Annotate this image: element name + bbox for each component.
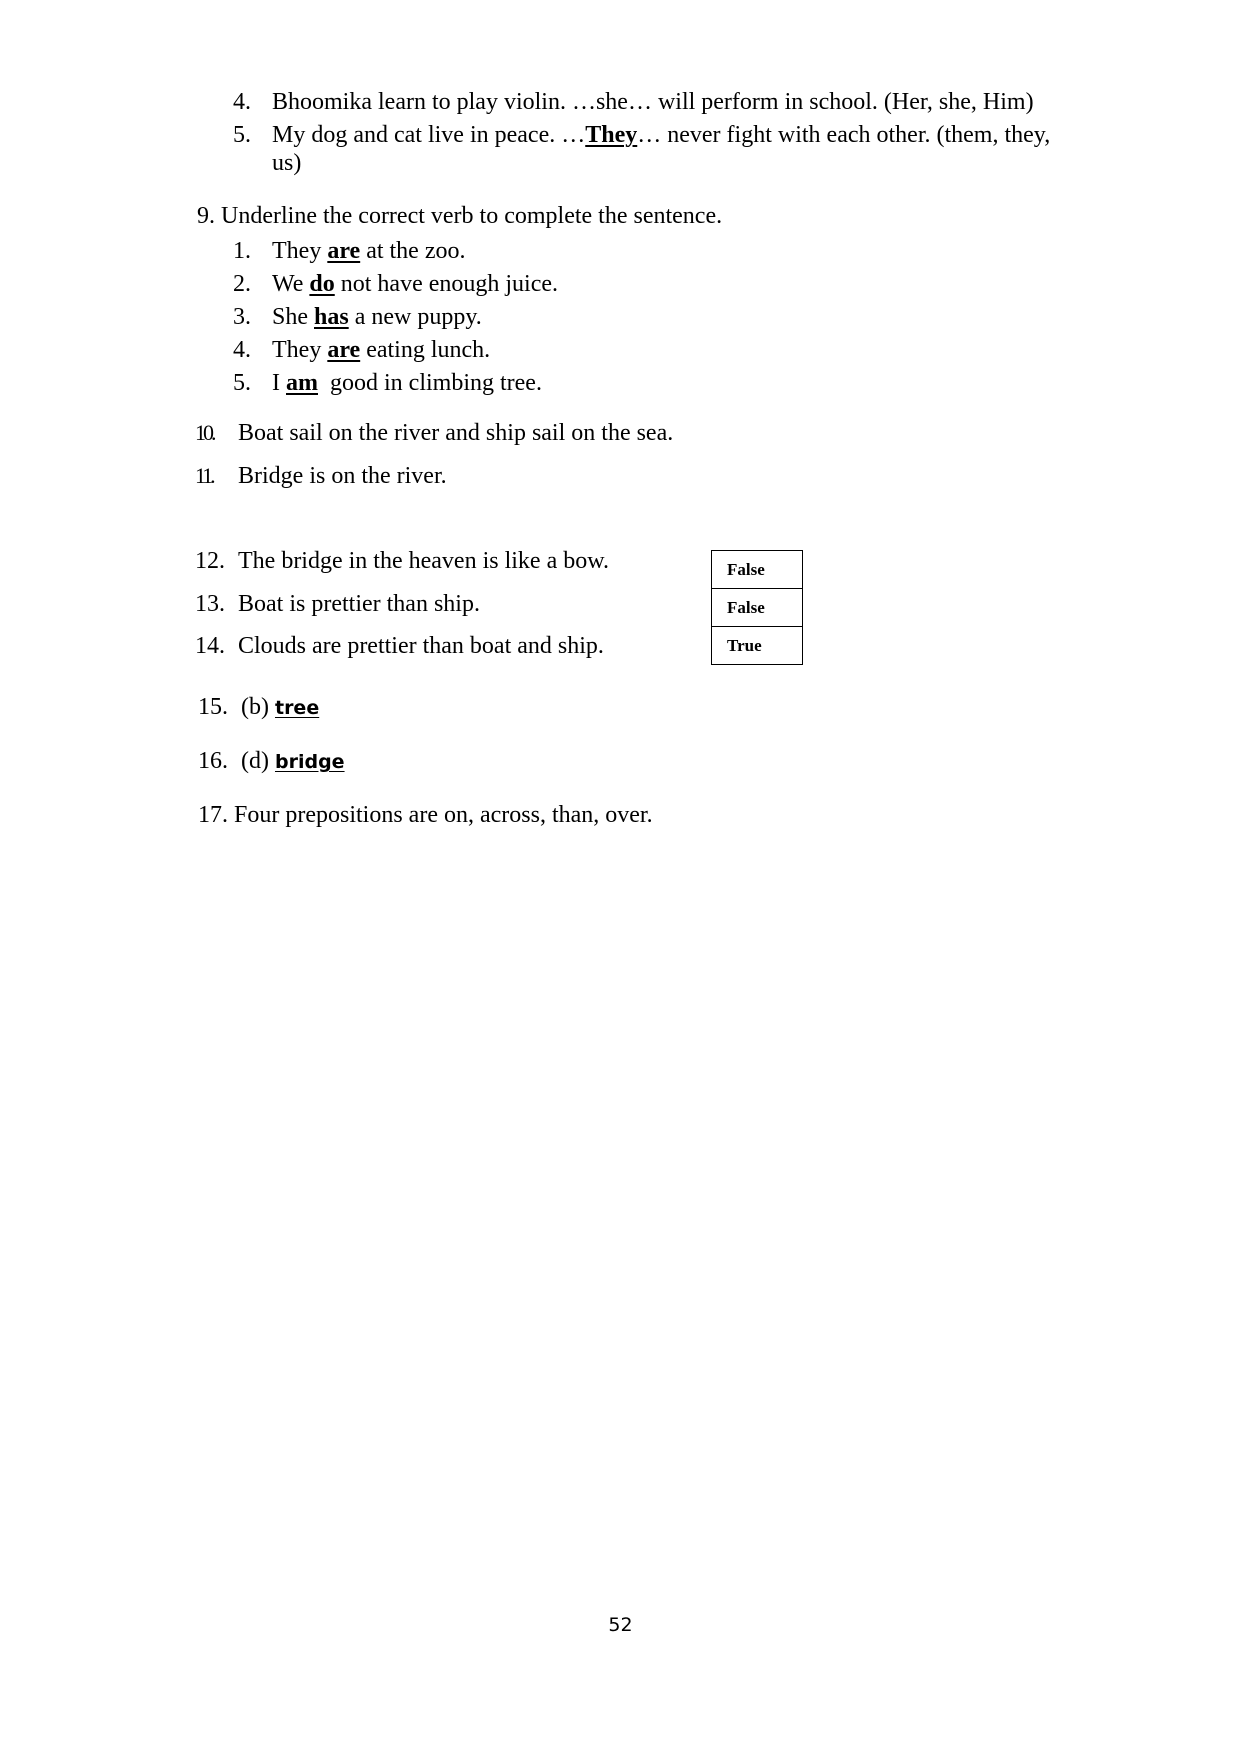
item-number: 13. (195, 591, 225, 617)
item-text (241, 747, 345, 776)
item-text-after: … never fight with each other. (them, they, (637, 122, 1051, 148)
item-text: Boat is prettier than ship. (238, 591, 480, 617)
item-number: 11. (195, 463, 213, 488)
item-number: 4. (233, 89, 251, 115)
underlined-answer: tree (274, 697, 320, 719)
underlined-answer: bridge (274, 751, 345, 773)
item-text (272, 121, 1050, 149)
item-text (272, 336, 490, 364)
verdict-cell: False (712, 551, 803, 589)
underlined-answer: do (309, 271, 335, 297)
item-text: Bridge is on the river. (238, 463, 447, 489)
item-text-before: My dog and cat live in peace. … (272, 122, 586, 148)
item-text-after: good in climbing tree. (318, 370, 542, 396)
item-text-after: not have enough juice. (334, 271, 559, 297)
item-text-before: We (272, 271, 310, 297)
item-number: 1. (233, 238, 251, 264)
option-letter: (b) (241, 694, 269, 720)
item-text (241, 693, 319, 722)
underlined-answer: They (585, 122, 638, 148)
underlined-answer: am (286, 370, 318, 396)
question-17: 17. Four prepositions are on, across, than, over. (198, 802, 653, 828)
item-number: 2. (233, 271, 251, 297)
verdict-cell: False (712, 589, 803, 627)
item-text-before: They (272, 337, 328, 363)
item-number: 10. (195, 420, 214, 445)
item-text: Bhoomika learn to play violin. …she… will perform in school. (Her, she, Him) (272, 89, 1034, 115)
underlined-answer: are (327, 238, 361, 264)
item-number: 14. (195, 633, 225, 659)
pronoun-item-5-continuation: us) (272, 150, 302, 176)
item-number: 12. (195, 548, 225, 574)
true-false-table (711, 550, 803, 665)
underlined-answer: has (314, 304, 349, 330)
item-number: 3. (233, 304, 251, 330)
item-number: 4. (233, 337, 251, 363)
item-text: The bridge in the heaven is like a bow. (238, 548, 609, 574)
item-text (272, 270, 558, 298)
option-letter: (d) (241, 748, 269, 774)
table-row (712, 589, 803, 627)
item-text-before: They (272, 238, 328, 264)
item-number: 15. (198, 694, 228, 720)
question-9-heading: 9. Underline the correct verb to complete the sentence. (197, 203, 723, 229)
item-text-after: eating lunch. (360, 337, 491, 363)
item-text-before: I (272, 370, 286, 396)
table-row (712, 627, 803, 665)
item-text-after: a new puppy. (348, 304, 482, 330)
item-text: Boat sail on the river and ship sail on the sea. (238, 420, 674, 446)
item-number: 5. (233, 370, 251, 396)
table-row (712, 551, 803, 589)
item-text (272, 237, 465, 265)
item-number: 16. (198, 748, 228, 774)
item-text: Clouds are prettier than boat and ship. (238, 633, 604, 659)
underlined-answer: are (327, 337, 361, 363)
item-text-before: She (272, 304, 314, 330)
item-text (272, 303, 482, 331)
page-number: 52 (608, 1614, 633, 1636)
item-number: 5. (233, 122, 251, 148)
item-text (272, 369, 542, 397)
verdict-cell: True (712, 627, 803, 665)
item-text-after: at the zoo. (360, 238, 466, 264)
